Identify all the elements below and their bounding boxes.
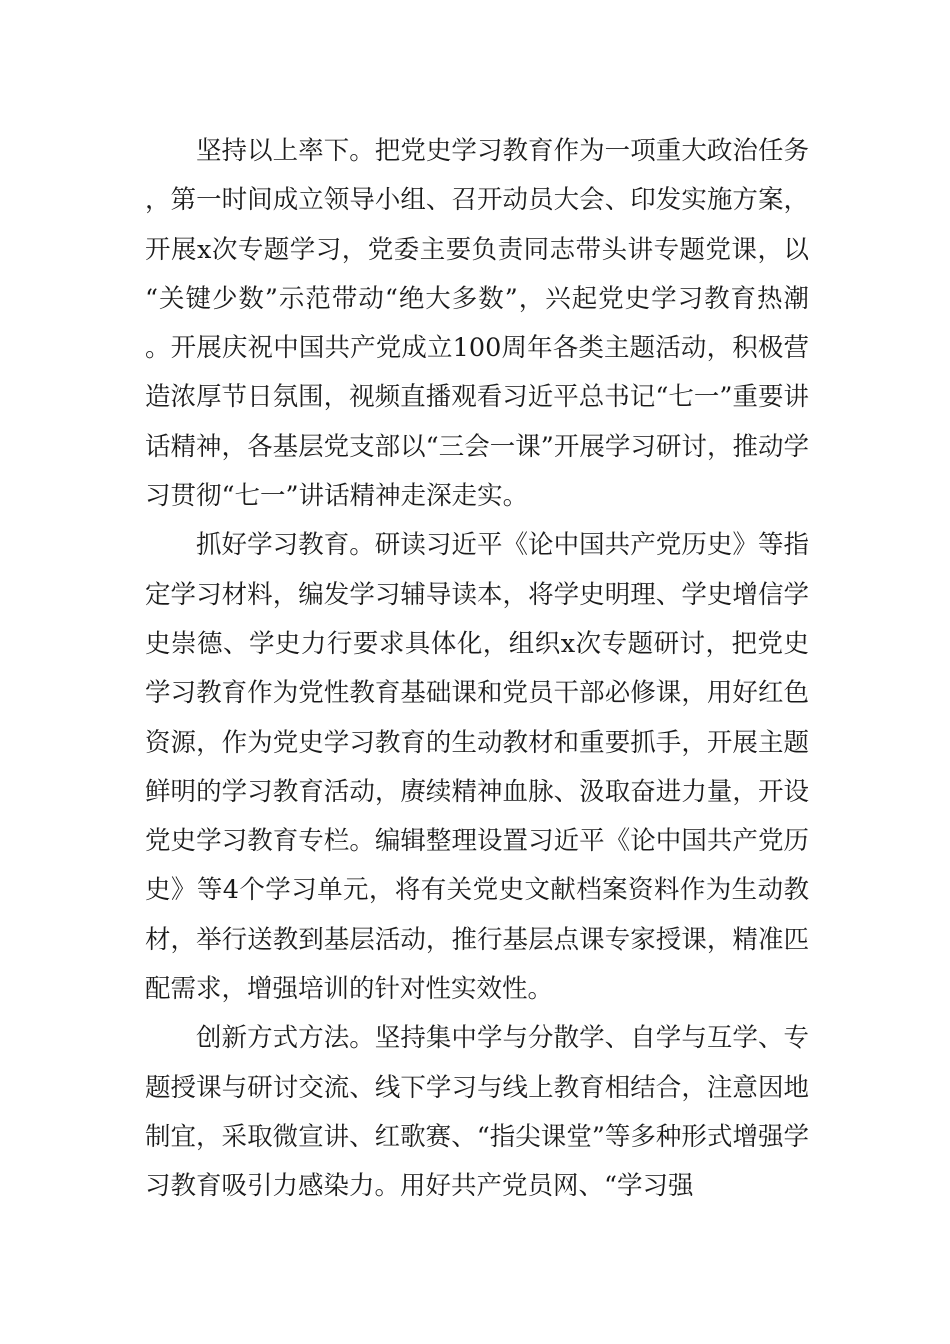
document-body [145,127,809,1212]
paragraph-3: 创新方式方法。坚持集中学与分散学、自学与互学、专题授课与研讨交流、线下学习与线上教育相结合，注意因地制宜，采取微宣讲、红歌赛、“指尖课堂”等多种形式增强学习教育吸引力感染力。用好共产党员网、“学习强 [145,1023,809,1202]
paragraph-1: 坚持以上率下。把党史学习教育作为一项重大政治任务，第一时间成立领导小组、召开动员大会、印发实施方案，开展x次专题学习，党委主要负责同志带头讲专题党课，以“关键少数”示范带动“绝大多数”，兴起党史学习教育热潮。开展庆祝中国共产党成立100周年各类主题活动，积极营造浓厚节日氛围，视频直播观看习近平总书记“七一”重要讲话精神，各基层党支部以“三会一课”开展学习研讨，推动学习贯彻“七一”讲话精神走深走实。 [145,136,809,512]
paragraph-2: 抓好学习教育。研读习近平《论中国共产党历史》等指定学习材料，编发学习辅导读本，将学史明理、学史增信学史崇德、学史力行要求具体化，组织x次专题研讨，把党史学习教育作为党性教育基础课和党员干部必修课，用好红色资源，作为党史学习教育的生动教材和重要抓手，开展主题鲜明的学习教育活动，赓续精神血脉、汲取奋进力量，开设党史学习教育专栏。编辑整理设置习近平《论中国共产党历史》等4个学习单元，将有关党史文献档案资料作为生动教材，举行送教到基层活动，推行基层点课专家授课，精准匹配需求，增强培训的针对性实效性。 [145,530,809,1005]
